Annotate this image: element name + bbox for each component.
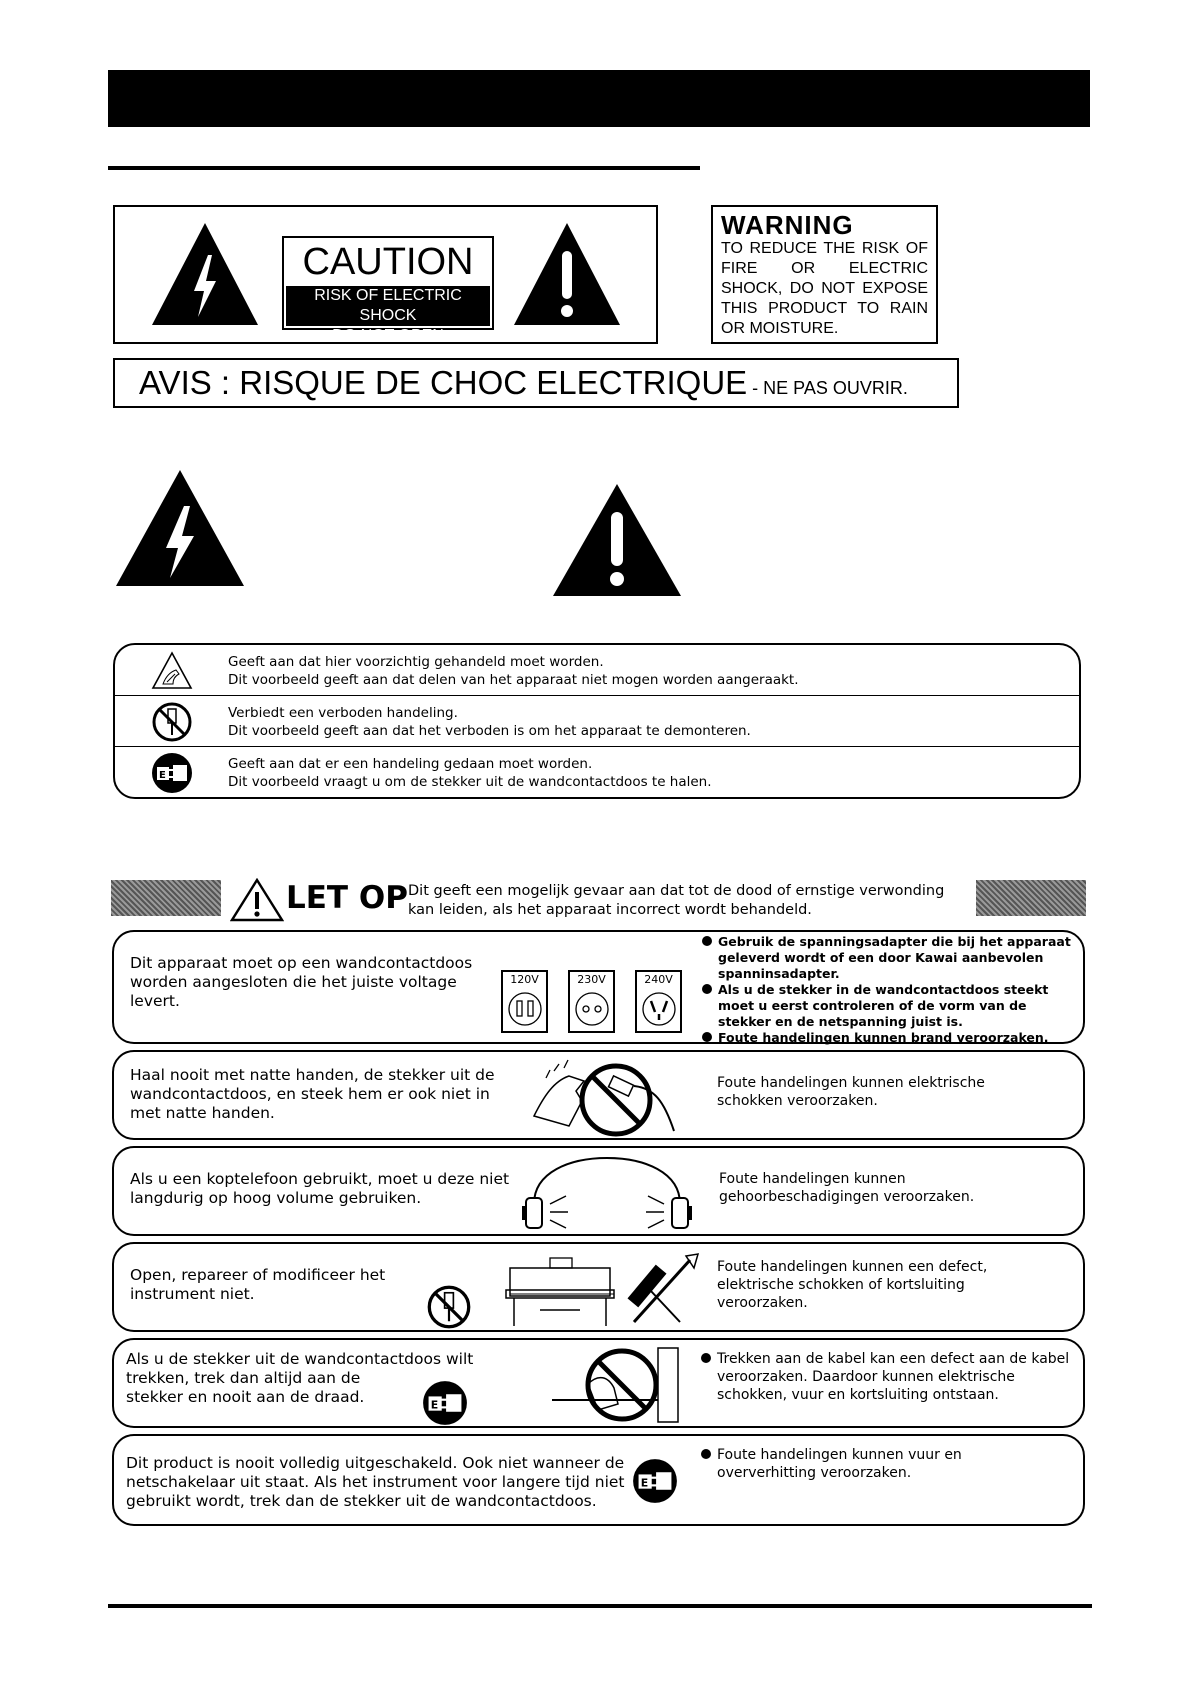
symbol-description bbox=[228, 704, 751, 740]
letop-pattern-bar-left bbox=[111, 880, 221, 916]
text-line: gebruikt wordt, trek dan de stekker uit de wandcontactdoos. bbox=[126, 1492, 597, 1510]
title-rule bbox=[108, 166, 700, 170]
text-line: Haal nooit met natte handen, de stekker uit de bbox=[130, 1066, 495, 1084]
text-line: Als u een koptelefoon gebruikt, moet u deze niet bbox=[130, 1170, 510, 1188]
panel-right-text bbox=[701, 1350, 1071, 1404]
warning-panel-wet-hands bbox=[112, 1050, 1085, 1140]
socket-230v-icon bbox=[575, 990, 609, 1028]
socket-230v bbox=[568, 970, 615, 1033]
warning-panel-power-off bbox=[112, 1434, 1085, 1526]
text-line: elektrische schokken of kortsluiting bbox=[717, 1277, 965, 1293]
text-line: levert. bbox=[130, 992, 180, 1010]
letop-description bbox=[408, 882, 944, 920]
text-line: stekker en nooit aan de draad. bbox=[126, 1388, 365, 1406]
no-disassembly-icon bbox=[426, 1284, 472, 1330]
socket-label: 230V bbox=[577, 973, 606, 986]
letop-word: LET OP bbox=[286, 880, 408, 916]
text-line: schokken veroorzaken. bbox=[717, 1093, 878, 1109]
no-disassembly-icon bbox=[151, 701, 193, 743]
bullet-text: Trekken aan de kabel kan een defect aan de kabel veroorzaken. Daardoor kunnen elektrische schokken, vuur en kortsluiting ontstaan. bbox=[717, 1351, 1070, 1403]
panel-left-text bbox=[130, 954, 472, 1011]
bullet-text: Foute handelingen kunnen vuur en oververhitting veroorzaken. bbox=[717, 1447, 962, 1481]
unplug-icon bbox=[151, 752, 193, 794]
bottom-rule bbox=[108, 1604, 1092, 1608]
text-line: Als u de stekker uit de wandcontactdoos wilt bbox=[126, 1350, 474, 1368]
svg-text:E: E bbox=[159, 770, 166, 781]
bullet-text: Gebruik de spanningsadapter die bij het apparaat geleverd wordt of een door Kawai aanbevolen spanninsadapter. bbox=[718, 934, 1071, 981]
unplug-icon bbox=[422, 1380, 468, 1426]
headphones-icon bbox=[518, 1154, 696, 1236]
socket-120v bbox=[501, 970, 548, 1033]
panel-left-text bbox=[130, 1170, 509, 1208]
panel-left-text bbox=[126, 1454, 625, 1511]
text-line: Foute handelingen kunnen elektrische bbox=[717, 1075, 985, 1091]
warning-panel-pull-plug bbox=[112, 1338, 1085, 1428]
text-line: trekken, trek dan altijd aan de bbox=[126, 1369, 361, 1387]
symbol-line-1: Verbiedt een verboden handeling. bbox=[228, 705, 458, 721]
bullet-icon bbox=[701, 1353, 711, 1363]
bullet-item bbox=[702, 934, 1072, 982]
text-line: worden aangesloten die het juiste voltage bbox=[130, 973, 457, 991]
panel-right-text bbox=[717, 1258, 987, 1312]
cord-pull-prohibited-icon bbox=[548, 1344, 684, 1426]
panel-left-text bbox=[130, 1066, 495, 1123]
warning-panel-modify bbox=[112, 1242, 1085, 1332]
avis-box bbox=[113, 358, 959, 408]
text-line: Foute handelingen kunnen een defect, bbox=[717, 1259, 988, 1275]
letop-desc-line-2: kan leiden, als het apparaat incorrect wordt behandeld. bbox=[408, 902, 812, 918]
text-line: veroorzaken. bbox=[717, 1295, 808, 1311]
text-line: wandcontactdoos, en steek hem er ook niet in bbox=[130, 1085, 490, 1103]
letop-pattern-bar-right bbox=[976, 880, 1086, 916]
symbol-line-1: Geeft aan dat hier voorzichtig gehandeld moet worden. bbox=[228, 654, 604, 670]
piano-and-tools-icon bbox=[500, 1250, 712, 1330]
avis-sub-text: - NE PAS OUVRIR. bbox=[747, 378, 908, 398]
socket-label: 240V bbox=[644, 973, 673, 986]
bullet-text: Als u de stekker in de wandcontactdoos steekt moet u eerst controleren of de vorm van de stekker en de netspanning juist is. bbox=[718, 982, 1049, 1029]
symbol-description bbox=[228, 755, 712, 791]
bullet-icon bbox=[702, 984, 712, 994]
symbol-legend-box bbox=[113, 643, 1081, 799]
text-line: gehoorbeschadigingen veroorzaken. bbox=[719, 1189, 975, 1205]
socket-240v bbox=[635, 970, 682, 1033]
panel-right-text bbox=[717, 1074, 985, 1110]
warning-box bbox=[711, 205, 938, 344]
caution-title: CAUTION bbox=[302, 241, 474, 283]
bullet-icon bbox=[702, 936, 712, 946]
lightning-triangle-icon bbox=[114, 468, 246, 588]
text-line: netschakelaar uit staat. Als het instrument voor langere tijd niet bbox=[126, 1473, 625, 1491]
exclamation-warning-icon bbox=[512, 221, 622, 327]
symbol-row bbox=[115, 645, 1079, 695]
text-line: Foute handelingen kunnen bbox=[719, 1171, 906, 1187]
panel-left-text bbox=[130, 1266, 385, 1304]
text-line: Dit apparaat moet op een wandcontactdoos bbox=[130, 954, 473, 972]
electric-shock-warning-icon bbox=[150, 221, 260, 327]
caution-line-1: RISK OF ELECTRIC SHOCK bbox=[314, 287, 462, 324]
bullet-item bbox=[702, 982, 1072, 1030]
symbol-line-2: Dit voorbeeld vraagt u om de stekker uit de wandcontactdoos te halen. bbox=[228, 774, 712, 790]
symbol-row bbox=[115, 747, 1079, 797]
wet-hands-plug-prohibited-icon bbox=[524, 1056, 704, 1138]
panel-right-text bbox=[701, 1446, 1021, 1482]
svg-text:E: E bbox=[430, 1398, 439, 1412]
text-line: met natte handen. bbox=[130, 1104, 275, 1122]
warning-panel-headphones bbox=[112, 1146, 1085, 1236]
caution-hand-triangle-icon bbox=[151, 650, 193, 692]
panel-right-text bbox=[719, 1170, 974, 1206]
bullet-item bbox=[701, 1446, 1021, 1482]
symbol-line-2: Dit voorbeeld geeft aan dat delen van het apparaat niet mogen worden aangeraakt. bbox=[228, 672, 799, 688]
text-line: langdurig op hoog volume gebruiken. bbox=[130, 1189, 422, 1207]
warning-text: TO REDUCE THE RISK OF FIRE OR ELECTRIC SHOCK, DO NOT EXPOSE THIS PRODUCT TO RAIN OR MOISTURE. bbox=[721, 240, 928, 337]
warning-title: WARNING bbox=[721, 210, 854, 240]
unplug-icon bbox=[632, 1458, 678, 1504]
symbol-description bbox=[228, 653, 799, 689]
text-line: Dit product is nooit volledig uitgeschakeld. Ook niet wanneer de bbox=[126, 1454, 625, 1472]
symbol-line-1: Geeft aan dat er een handeling gedaan moet worden. bbox=[228, 756, 593, 772]
socket-120v-icon bbox=[508, 990, 542, 1028]
warning-triangle-outline-icon bbox=[230, 878, 284, 922]
bullet-text: Foute handelingen kunnen brand veroorzaken. bbox=[718, 1030, 1049, 1045]
avis-main-text: AVIS : RISQUE DE CHOC ELECTRIQUE bbox=[139, 364, 748, 401]
caution-line-2: DO NOT OPEN bbox=[332, 327, 444, 344]
exclamation-triangle-icon bbox=[551, 482, 683, 598]
symbol-line-2: Dit voorbeeld geeft aan dat het verboden is om het apparaat te demonteren. bbox=[228, 723, 751, 739]
text-line: Open, repareer of modificeer het bbox=[130, 1266, 386, 1284]
warning-panel-voltage bbox=[112, 930, 1085, 1044]
caution-subtitle bbox=[286, 286, 490, 344]
socket-label: 120V bbox=[510, 973, 539, 986]
bullet-item bbox=[701, 1350, 1071, 1404]
socket-240v-icon bbox=[642, 990, 676, 1028]
header-bar bbox=[108, 70, 1090, 127]
bullet-item bbox=[702, 1030, 1072, 1046]
caution-label bbox=[282, 236, 494, 344]
panel-right-text bbox=[702, 934, 1072, 1046]
text-line: instrument niet. bbox=[130, 1285, 255, 1303]
symbol-row bbox=[115, 696, 1079, 746]
bullet-icon bbox=[701, 1449, 711, 1459]
svg-text:E: E bbox=[640, 1476, 649, 1490]
letop-desc-line-1: Dit geeft een mogelijk gevaar aan dat tot de dood of ernstige verwonding bbox=[408, 883, 945, 899]
bullet-icon bbox=[702, 1032, 712, 1042]
